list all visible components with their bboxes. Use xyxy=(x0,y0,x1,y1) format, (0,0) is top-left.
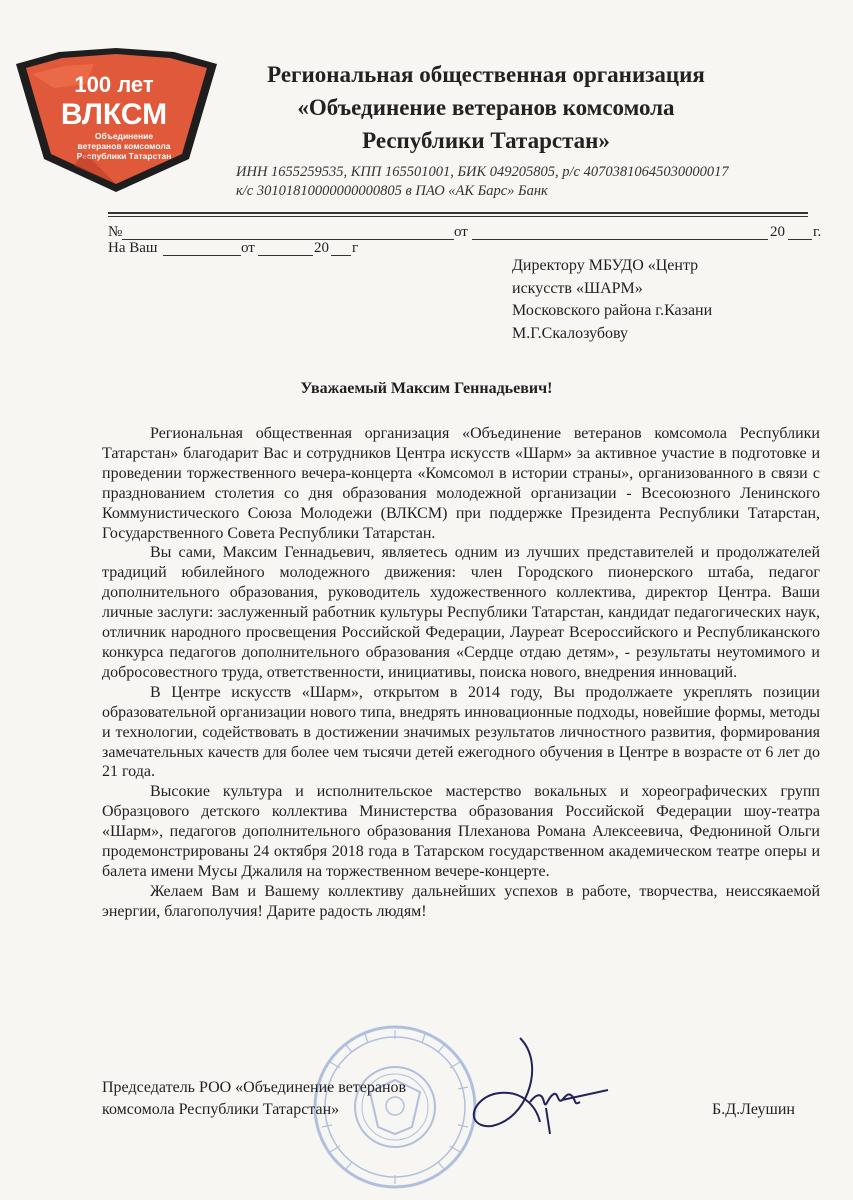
signer-name: Б.Д.Леушин xyxy=(712,1101,795,1118)
letter-body xyxy=(102,424,820,922)
reply-date-blank xyxy=(258,240,313,256)
signer-position xyxy=(102,1077,407,1121)
bank-details-line-2: к/с 30101810000000000805 в ПАО «АК Барс» Банк xyxy=(236,183,548,199)
year-prefix: 20 xyxy=(770,224,785,240)
signer-position-line-1: Председатель РОО «Объединение ветеранов xyxy=(102,1079,407,1096)
paragraph: Желаем Вам и Вашему коллективу дальнейших успехов в работе, творчества, неиссякаемой энергии, благополучия! Дарите радость людям! xyxy=(102,882,820,920)
title-line-3: Республики Татарстан» xyxy=(362,128,610,153)
logo-text-line3: Объединение xyxy=(94,131,154,141)
number-blank xyxy=(122,224,454,240)
recipient-block xyxy=(512,255,812,345)
logo-text-vlksm: ВЛКСМ xyxy=(60,98,168,131)
recipient-line-2: искусств «ШАРМ» xyxy=(512,279,643,297)
recipient-line-1: Директору МБУДО «Центр xyxy=(512,257,699,274)
year-end: г. xyxy=(813,224,822,240)
logo-text-line4: ветеранов комсомола xyxy=(77,141,171,151)
number-label: № xyxy=(108,224,123,240)
recipient-line-4: М.Г.Скалозубову xyxy=(512,324,629,342)
paragraph: В Центре искусств «Шарм», открытом в 2014 году, Вы продолжаете укреплять позиции образовательной организации нового типа, внедрять инновационные подходы, новейшие формы, методы и технологии, содействовать в достижении значимых результатов личностного развития, формирования замечательных качеств для более чем тысячи детей ежегодного обучения в Центре в возрасте от 6 лет до 21 года. xyxy=(102,683,820,781)
date-blank xyxy=(472,224,768,240)
recipient-line-3: Московского района г.Казани xyxy=(512,302,713,319)
reply-label: На Ваш xyxy=(108,240,158,256)
paragraph: Региональная общественная организация «Объединение ветеранов комсомола Республики Татарстан» благодарит Вас и сотрудников Центра искусств «Шарм» за активное участие в подготовке и проведении торжественного вечера-концерта «Комсомол в истории страны», организованного в связи с празднованием столетия со дня образования молодежной организации - Всесоюзного Ленинского Коммунистического Союза Молодежи (ВЛКСМ) при поддержке Президента Республики Татарстан, Государственного Совета Республики Татарстан. xyxy=(102,425,820,542)
reply-from-label: от xyxy=(241,240,255,256)
reply-year-end: г xyxy=(352,240,359,256)
year-blank xyxy=(788,224,812,240)
organization-title xyxy=(226,58,746,157)
from-label: от xyxy=(454,224,468,240)
title-line-2: «Объединение ветеранов комсомола xyxy=(297,95,675,120)
paragraph: Вы сами, Максим Геннадьевич, являетесь одним из лучших представителей и продолжателей традиций юбилейного молодежного движения: член Городского пионерского штаба, педагог дополнительного образования, руководитель художественного коллектива, директор Центра. Ваши личные заслуги: заслуженный работник культуры Республики Татарстан, кандидат педагогических наук, отличник народного просвещения Российской Федерации, Лауреат Всероссийского и Республиканского конкурса педагогов дополнительного образования «Сердце отдаю детям», - результаты неутомимого и добросовестного труда, ответственности, инициативы, поиска нового, внедрения инноваций. xyxy=(102,544,820,681)
logo-text-line5: Республики Татарстан xyxy=(76,151,172,161)
greeting: Уважаемый Максим Геннадьевич! xyxy=(300,380,553,397)
reply-year-blank xyxy=(331,240,351,256)
logo-text-years: 100 лет xyxy=(74,72,154,97)
reply-number-blank xyxy=(163,240,241,256)
bank-details-line-1: ИНН 1655259535, КПП 165501001, БИК 049205805, р/с 40703810645030000017 xyxy=(236,164,729,180)
bank-details xyxy=(236,163,796,201)
paragraph: Высокие культура и исполнительское мастерство вокальных и хореографических групп Образцового детского коллектива Министерства образования Российской Федерации шоу-театра «Шарм», педагогов дополнительного образования Плеханова Романа Алексеевича, Федюниной Ольги продемонстрированы 24 октября 2018 года в Татарском государственном академическом театре оперы и балета имени Мусы Джалиля на торжественном вечере-концерте. xyxy=(102,783,820,880)
title-line-1: Региональная общественная организация xyxy=(267,62,705,87)
reply-year-prefix: 20 xyxy=(314,240,329,256)
header-divider-thick xyxy=(108,212,808,214)
signer-position-line-2: комсомола Республики Татарстан» xyxy=(102,1101,340,1118)
handwritten-signature xyxy=(462,1030,612,1140)
vlksm-100-logo xyxy=(14,44,219,194)
header-divider-thin xyxy=(108,216,808,217)
